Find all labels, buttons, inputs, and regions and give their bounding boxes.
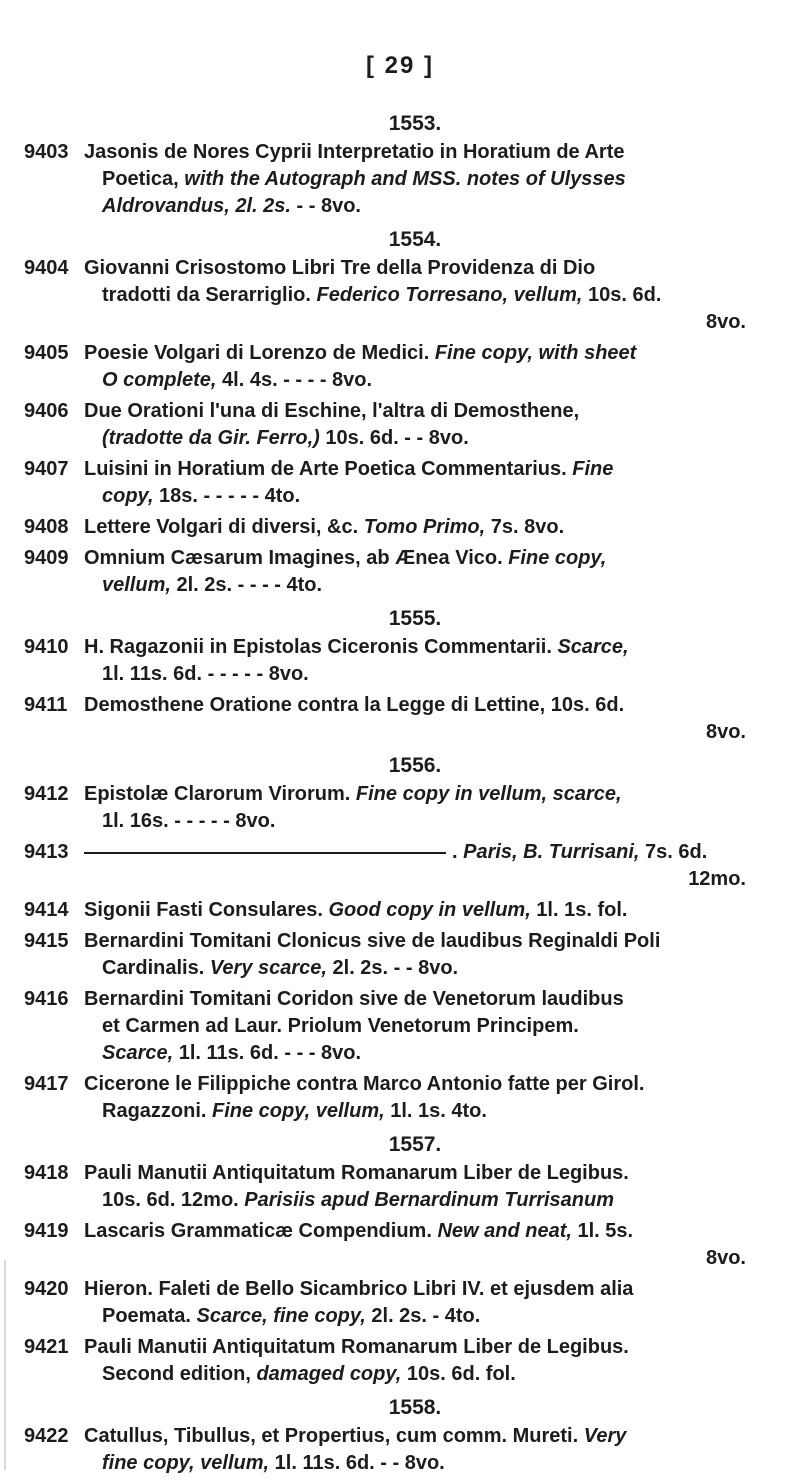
- lot-number: 9413: [24, 841, 69, 863]
- lot-number: 9404: [24, 257, 69, 279]
- entry-text: .: [452, 841, 464, 863]
- italic-text: Paris, B. Turrisani,: [463, 841, 640, 863]
- entry-line: [84, 1334, 786, 1361]
- lot-number: 9409: [24, 547, 69, 569]
- entry-line: [84, 928, 786, 955]
- italic-text: Tomo Primo,: [363, 516, 486, 538]
- italic-text: damaged copy,: [256, 1363, 402, 1385]
- entry-line: [84, 955, 786, 982]
- lot-number: 9418: [24, 1162, 69, 1184]
- catalogue-entry: [24, 1276, 786, 1330]
- catalogue-entry: [24, 1334, 786, 1388]
- entry-line: [84, 1160, 786, 1187]
- italic-text: fine copy, vellum,: [102, 1452, 270, 1474]
- entry-text: tradotti da Serarriglio.: [102, 284, 317, 306]
- entry-text: 7s. 8vo.: [485, 516, 565, 538]
- entry-line: [84, 282, 786, 309]
- italic-text: Federico Torresano, vellum,: [316, 284, 583, 306]
- italic-text: Fine copy, with sheet: [434, 342, 637, 364]
- entry-text: Cicerone le Filippiche contra Marco Antonio fatte per Girol.: [84, 1073, 645, 1095]
- entry-line: [84, 398, 786, 425]
- entry-text: 12mo.: [688, 868, 746, 890]
- catalogue-listing: [24, 108, 786, 1481]
- lot-number: 9405: [24, 342, 69, 364]
- entry-line: [84, 781, 786, 808]
- lot-number: 9416: [24, 988, 69, 1010]
- entry-text: Second edition,: [102, 1363, 257, 1385]
- italic-text: Scarce, fine copy,: [196, 1305, 366, 1327]
- entry-line: [84, 1450, 786, 1477]
- catalogue-entry: [24, 1218, 786, 1272]
- entry-line: [84, 897, 786, 924]
- entry-text: Poesie Volgari di Lorenzo de Medici.: [84, 342, 435, 364]
- italic-text: Fine: [572, 458, 614, 480]
- entry-text: 18s. - - - - - 4to.: [153, 485, 301, 507]
- italic-text: Scarce,: [102, 1042, 174, 1064]
- catalogue-entry: [24, 634, 786, 688]
- catalogue-entry: [24, 139, 786, 220]
- entry-text: 10s. 6d. fol.: [401, 1363, 516, 1385]
- year-heading: 1558.: [388, 1396, 442, 1419]
- entry-line: [84, 483, 786, 510]
- entry-text: Epistolæ Clarorum Virorum.: [84, 783, 356, 805]
- entry-text: 1l. 11s. 6d. - - - 8vo.: [173, 1042, 362, 1064]
- entry-text: 10s. 6d.: [582, 284, 662, 306]
- entry-line: [84, 1423, 786, 1450]
- entry-text: Lascaris Grammaticæ Compendium.: [84, 1220, 438, 1242]
- catalogue-entry: [24, 545, 786, 599]
- entry-text: 1l. 16s. - - - - - 8vo.: [102, 810, 276, 832]
- entry-text: 1l. 5s.: [571, 1220, 634, 1242]
- entry-text: Lettere Volgari di diversi, &c.: [84, 516, 364, 538]
- entry-text: 1l. 1s. fol.: [530, 899, 628, 921]
- entry-line: [84, 340, 786, 367]
- entry-line: [84, 1071, 786, 1098]
- entry-text: 4l. 4s. - - - - 8vo.: [216, 369, 373, 391]
- entry-text: Catullus, Tibullus, et Propertius, cum comm. Mureti.: [84, 1425, 584, 1447]
- entry-text: 10s. 6d. - - 8vo.: [319, 427, 469, 449]
- entry-text: 8vo.: [705, 311, 746, 333]
- catalogue-entry: [24, 897, 786, 924]
- lot-number: 9412: [24, 783, 69, 805]
- lot-number: 9408: [24, 516, 69, 538]
- year-heading: 1553.: [388, 112, 442, 135]
- entry-line: [84, 545, 786, 572]
- year-heading: 1554.: [388, 228, 442, 251]
- entry-line: [84, 572, 786, 599]
- italic-text: vellum,: [102, 574, 171, 596]
- lot-number: 9415: [24, 930, 69, 952]
- entry-line: [84, 839, 786, 866]
- page-number-header: [ 29 ]: [365, 52, 434, 79]
- entry-line: [84, 1040, 786, 1067]
- entry-text: 1l. 11s. 6d. - - 8vo.: [269, 1452, 445, 1474]
- italic-text: New and neat,: [437, 1220, 572, 1242]
- entry-text: Bernardini Tomitani Coridon sive de Venetorum laudibus: [84, 988, 624, 1010]
- italic-text: Good copy in vellum,: [328, 899, 531, 921]
- entry-line: [84, 692, 786, 719]
- entry-text: 1l. 11s. 6d. - - - - - 8vo.: [102, 663, 309, 685]
- entry-text: 8vo.: [705, 1247, 746, 1269]
- entry-line: [84, 1303, 786, 1330]
- catalogue-entry: [24, 456, 786, 510]
- entry-line: [84, 719, 786, 746]
- entry-line: [84, 193, 786, 220]
- entry-text: Luisini in Horatium de Arte Poetica Commentarius.: [84, 458, 573, 480]
- entry-text: - - 8vo.: [290, 195, 361, 217]
- entry-text: Giovanni Crisostomo Libri Tre della Providenza di Dio: [84, 257, 596, 279]
- lot-number: 9421: [24, 1336, 69, 1358]
- entry-text: Bernardini Tomitani Clonicus sive de laudibus Reginaldi Poli: [84, 930, 661, 952]
- lot-number: 9410: [24, 636, 69, 658]
- entry-line: [84, 1098, 786, 1125]
- entry-text: Cardinalis.: [102, 957, 210, 979]
- entry-line: [84, 139, 786, 166]
- italic-text: O complete,: [102, 369, 217, 391]
- entry-line: [84, 1245, 786, 1272]
- entry-line: [84, 661, 786, 688]
- entry-line: [84, 456, 786, 483]
- lot-number: 9417: [24, 1073, 69, 1095]
- entry-text: Omnium Cæsarum Imagines, ab Ænea Vico.: [84, 547, 509, 569]
- entry-line: [84, 1013, 786, 1040]
- catalogue-entry: [24, 1160, 786, 1214]
- italic-text: Very scarce,: [209, 957, 327, 979]
- catalogue-entry: [24, 692, 786, 746]
- entry-line: [84, 514, 786, 541]
- entry-text: Poetica,: [102, 168, 185, 190]
- italic-text: Fine copy, vellum,: [212, 1100, 385, 1122]
- entry-text: Poemata.: [102, 1305, 197, 1327]
- italic-text: copy,: [102, 485, 154, 507]
- entry-text: Due Orationi l'una di Eschine, l'altra di Demosthene,: [84, 400, 580, 422]
- entry-text: 7s. 6d.: [639, 841, 708, 863]
- entry-line: [84, 808, 786, 835]
- lot-number: 9422: [24, 1425, 69, 1447]
- lot-number: 9411: [24, 694, 68, 716]
- entry-text: 2l. 2s. - - 8vo.: [326, 957, 459, 979]
- entry-line: [84, 866, 786, 893]
- entry-text: 8vo.: [705, 721, 746, 743]
- entry-line: [84, 1361, 786, 1388]
- entry-line: [84, 634, 786, 661]
- entry-line: [84, 1218, 786, 1245]
- lot-number: 9403: [24, 141, 69, 163]
- italic-text: Very: [583, 1425, 627, 1447]
- entry-text: Pauli Manutii Antiquitatum Romanarum Liber de Legibus.: [84, 1162, 629, 1184]
- entry-line: [84, 1187, 786, 1214]
- entry-text: 2l. 2s. - - - - 4to.: [170, 574, 323, 596]
- ditto-rule: [84, 852, 446, 854]
- italic-text: Scarce,: [557, 636, 629, 658]
- italic-text: (tradotte da Gir. Ferro,): [102, 427, 320, 449]
- lot-number: 9414: [24, 899, 69, 921]
- year-heading: 1557.: [388, 1133, 442, 1156]
- catalogue-entry: [24, 986, 786, 1067]
- year-heading: 1556.: [388, 754, 442, 777]
- entry-line: [84, 309, 786, 336]
- entry-text: Pauli Manutii Antiquitatum Romanarum Liber de Legibus.: [84, 1336, 629, 1358]
- catalogue-entry: [24, 398, 786, 452]
- entry-text: H. Ragazonii in Epistolas Ciceronis Commentarii.: [84, 636, 558, 658]
- entry-line: [84, 986, 786, 1013]
- lot-number: 9406: [24, 400, 69, 422]
- entry-text: Hieron. Faleti de Bello Sicambrico Libri IV. et ejusdem alia: [84, 1278, 634, 1300]
- catalogue-entry: [24, 255, 786, 336]
- entry-text: 2l. 2s. - 4to.: [365, 1305, 481, 1327]
- margin-rule: [4, 1260, 6, 1470]
- catalogue-entry: [24, 781, 786, 835]
- entry-line: [84, 255, 786, 282]
- entry-text: et Carmen ad Laur. Priolum Venetorum Principem.: [102, 1015, 579, 1037]
- entry-text: Ragazzoni.: [102, 1100, 213, 1122]
- year-heading: 1555.: [388, 607, 442, 630]
- italic-text: Parisiis apud Bernardinum Turrisanum: [244, 1189, 615, 1211]
- entry-line: [84, 1276, 786, 1303]
- italic-text: Fine copy in vellum, scarce,: [355, 783, 622, 805]
- entry-text: 10s. 6d. 12mo.: [102, 1189, 245, 1211]
- lot-number: 9420: [24, 1278, 69, 1300]
- italic-text: Aldrovandus, 2l. 2s.: [102, 195, 291, 217]
- entry-text: 1l. 1s. 4to.: [384, 1100, 487, 1122]
- italic-text: with the Autograph and MSS. notes of Ulysses: [184, 168, 626, 190]
- italic-text: Fine copy,: [508, 547, 607, 569]
- catalogue-entry: [24, 514, 786, 541]
- catalogue-entry: [24, 928, 786, 982]
- entry-text: Demosthene Oratione contra la Legge di Lettine, 10s. 6d.: [84, 694, 625, 716]
- entry-text: Sigonii Fasti Consulares.: [84, 899, 329, 921]
- catalogue-entry: [24, 839, 786, 893]
- lot-number: 9407: [24, 458, 69, 480]
- lot-number: 9419: [24, 1220, 69, 1242]
- entry-line: [84, 425, 786, 452]
- catalogue-entry: [24, 1423, 786, 1477]
- entry-line: [84, 367, 786, 394]
- entry-text: Jasonis de Nores Cyprii Interpretatio in Horatium de Arte: [84, 141, 625, 163]
- catalogue-entry: [24, 340, 786, 394]
- catalogue-entry: [24, 1071, 786, 1125]
- entry-line: [84, 166, 786, 193]
